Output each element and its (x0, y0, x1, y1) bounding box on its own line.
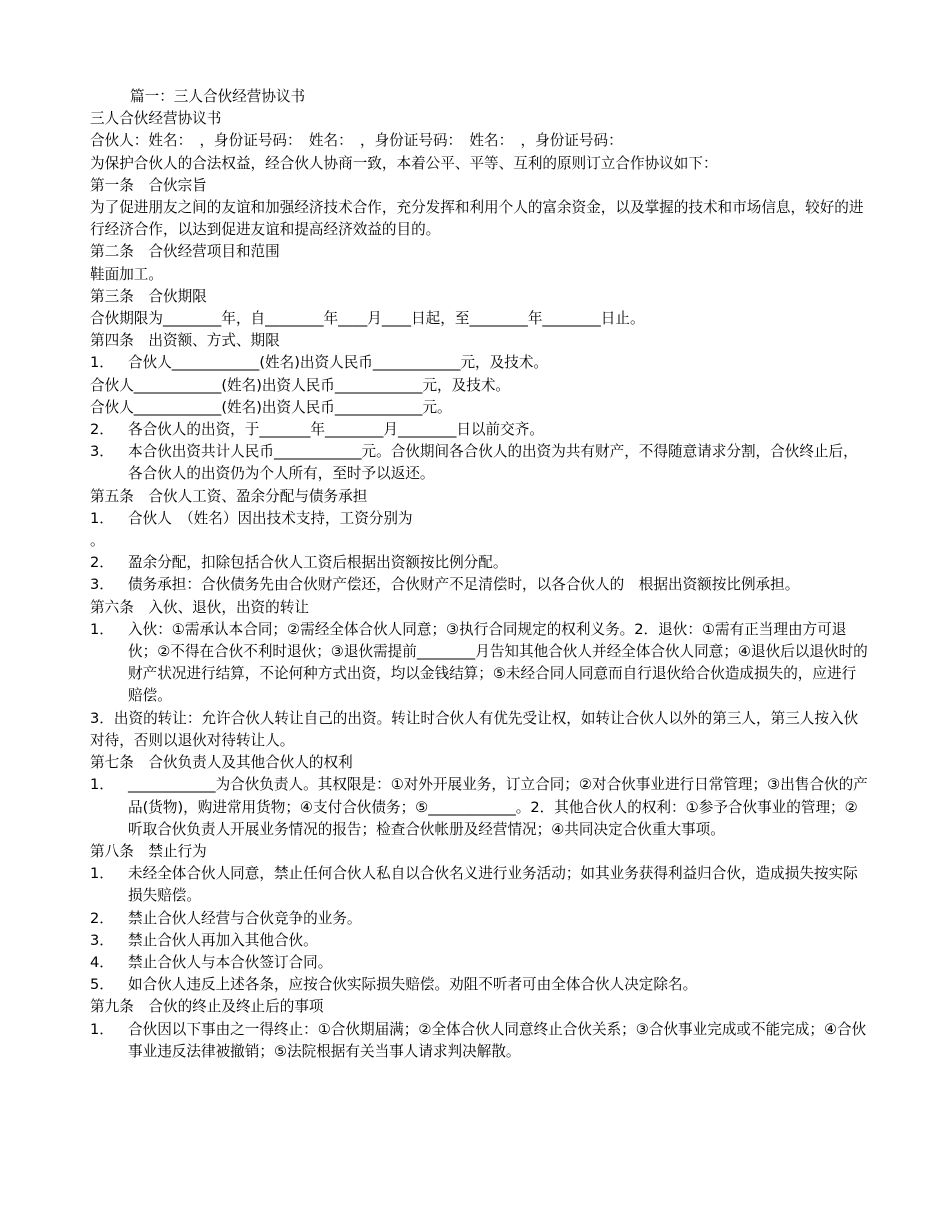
article-2-title: 第二条 合伙经营项目和范围 (90, 243, 280, 261)
partners-line: 合伙人：姓名： ，身份证号码： 姓名： ，身份证号码： 姓名： ，身份证号码： (90, 132, 623, 150)
item-number: 4． (90, 953, 114, 971)
article-4-title: 第四条 出资额、方式、期限 (90, 332, 280, 350)
article-7-item-1 (90, 774, 870, 841)
item-text: 如合伙人违反上述各条，应按合伙实际损失赔偿。劝阻不听者可由全体合伙人决定除名。 (128, 976, 698, 994)
item-number: 2． (90, 909, 114, 927)
article-5-item-1 (90, 508, 870, 530)
article-8-item-1 (90, 863, 870, 907)
article-4-item-1 (90, 352, 870, 374)
article-4-partner-2: 合伙人____________(姓名)出资人民币____________元，及技术。 (90, 376, 511, 394)
item-number: 2． (90, 554, 114, 572)
item-text: 债务承担：合伙债务先由合伙财产偿还，合伙财产不足清偿时，以各合伙人的 根据出资额按比例承担。 (128, 576, 800, 594)
item-number: 3． (90, 931, 114, 949)
article-6-item-3: 3．出资的转让：允许合伙人转让自己的出资。转让时合伙人有优先受让权，如转让合伙人以外的第三人，第三人按入伙对待，否则以退伙对待转让人。 (90, 709, 859, 749)
article-1-title: 第一条 合伙宗旨 (90, 176, 207, 194)
article-8-item-2 (90, 908, 870, 930)
document-title: 三人合伙经营协议书 (90, 110, 222, 128)
item-number: 1． (90, 865, 114, 883)
item-text: 合伙因以下事由之一得终止：①合伙期届满；②全体合伙人同意终止合伙关系；③合伙事业完成或不能完成；④合伙事业违反法律被撤销；⑤法院根据有关当事人请求判决解散。 (128, 1020, 867, 1060)
article-8-title: 第八条 禁止行为 (90, 842, 207, 860)
article-3-title: 第三条 合伙期限 (90, 287, 207, 305)
article-8-item-4 (90, 952, 870, 974)
item-text: 禁止合伙人与本合伙签订合同。 (128, 953, 333, 971)
article-6-item-1 (90, 619, 870, 708)
document-header: 篇一：三人合伙经营协议书 (130, 88, 306, 105)
preamble: 为保护合伙人的合法权益，经合伙人协商一致，本着公平、平等、互利的原则订立合作协议如下： (90, 154, 718, 172)
item-text: 合伙人____________(姓名)出资人民币____________元，及技术。 (128, 354, 549, 372)
item-text: 各合伙人的出资，于_______年________月________日以前交齐。 (128, 421, 544, 439)
item-text: 禁止合伙人再加入其他合伙。 (128, 931, 318, 949)
item-text: 未经全体合伙人同意，禁止任何合伙人私自以合伙名义进行业务活动；如其业务获得利益归合伙，造成损失按实际损失赔偿。 (128, 865, 858, 905)
article-5-title: 第五条 合伙人工资、盈余分配与债务承担 (90, 487, 368, 505)
item-number: 1． (90, 1020, 114, 1038)
article-9-item-1 (90, 1019, 870, 1063)
article-8-item-3 (90, 930, 870, 952)
item-text: 盈余分配，扣除包括合伙人工资后根据出资额按比例分配。 (128, 554, 508, 572)
item-text: 合伙人 （姓名）因出技术支持，工资分别为 (128, 509, 413, 527)
article-6-title: 第六条 入伙、退伙，出资的转让 (90, 598, 309, 616)
item-text: 禁止合伙人经营与合伙竞争的业务。 (128, 909, 362, 927)
article-9-title: 第九条 合伙的终止及终止后的事项 (90, 998, 324, 1016)
item-number: 1． (90, 776, 114, 794)
article-2-body: 鞋面加工。 (90, 265, 163, 283)
item-number: 3． (90, 443, 114, 461)
item-number: 1． (90, 509, 114, 527)
item-number: 1． (90, 620, 114, 638)
article-5-item-2 (90, 552, 870, 574)
item-text: 入伙：①需承认本合同；②需经全体合伙人同意；③执行合同规定的权利义务。2．退伙：①需有正当理由方可退伙；②不得在合伙不利时退伙；③退伙需提前________月告知其他合伙人并经全体合伙人同意；④退伙后以退伙时的财产状况进行结算，不论何种方式出资，均以金钱结算；⑤未经合同人同意而自行退伙给合伙造成损失的，应进行赔偿。 (128, 620, 868, 705)
item-text: ____________为合伙负责人。其权限是：①对外开展业务，订立合同；②对合伙事业进行日常管理；③出售合伙的产品(货物)，购进常用货物；④支付合伙债务；⑤____________。2．其他合伙人的权利：①参予合伙事业的管理；②听取合伙负责人开展业务情况的报告；检查合伙帐册及经营情况；④共同决定合伙重大事项。 (128, 776, 868, 838)
item-number: 2． (90, 421, 114, 439)
item-number: 3． (90, 576, 114, 594)
article-3-body: 合伙期限为________年，自________年____月____日起，至________年________日止。 (90, 310, 645, 328)
article-1-body: 为了促进朋友之间的友谊和加强经济技术合作，充分发挥和利用个人的富余资金，以及掌握的技术和市场信息，较好的进行经济合作，以达到促进友谊和提高经济效益的目的。 (90, 199, 864, 239)
item-number: 1． (90, 354, 114, 372)
item-text: 本合伙出资共计人民币____________元。合伙期间各合伙人的出资为共有财产，不得随意请求分割，合伙终止后，各合伙人的出资仍为个人所有，至时予以返还。 (128, 443, 858, 483)
article-7-title: 第七条 合伙负责人及其他合伙人的权利 (90, 754, 353, 772)
article-4-partner-3: 合伙人____________(姓名)出资人民币____________元。 (90, 398, 452, 416)
article-5-item-3 (90, 574, 870, 596)
article-5-period: 。 (90, 532, 105, 550)
article-4-item-2 (90, 419, 870, 441)
document-page (90, 86, 870, 1063)
article-8-item-5 (90, 974, 870, 996)
item-number: 5． (90, 976, 114, 994)
article-4-item-3 (90, 441, 870, 485)
